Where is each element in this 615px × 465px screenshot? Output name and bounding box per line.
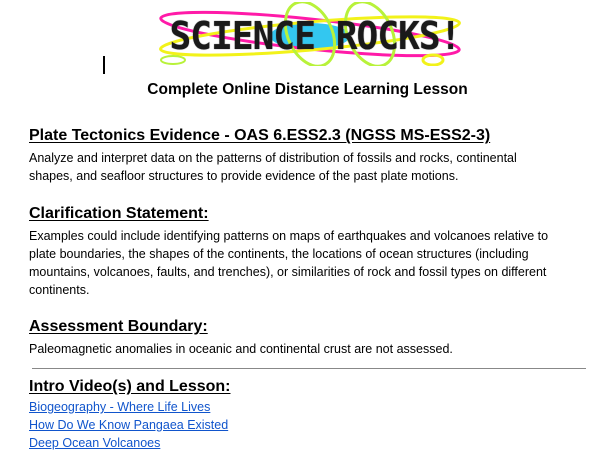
clarification-description (29, 227, 589, 299)
standard-heading: Plate Tectonics Evidence - OAS 6.ESS2.3 (NGSS MS-ESS2-3) (29, 127, 491, 144)
text-cursor (103, 56, 105, 74)
clarification-heading: Clarification Statement: (29, 205, 209, 222)
assessment-heading: Assessment Boundary: (29, 318, 208, 335)
text-line: Paleomagnetic anomalies in oceanic and continental crust are not assessed. (29, 342, 453, 356)
standard-description (29, 149, 589, 185)
text-line: continents. (29, 283, 90, 297)
link-biogeography[interactable]: Biogeography - Where Life Lives (29, 400, 211, 414)
intro-heading: Intro Video(s) and Lesson: (29, 378, 231, 395)
assessment-description (29, 340, 589, 358)
horizontal-divider (32, 368, 586, 369)
link-deep-ocean-volcanoes[interactable]: Deep Ocean Volcanoes (29, 436, 161, 450)
text-line: mountains, volcanoes, faults, and trenches), or similarities of rock and fossil types on different (29, 265, 547, 279)
text-line: shapes, and seafloor structures to provide evidence of the past plate motions. (29, 169, 459, 183)
text-line: Examples could include identifying patterns on maps of earthquakes and volcanoes relative to (29, 229, 549, 243)
page-subtitle: Complete Online Distance Learning Lesson (147, 81, 468, 98)
text-line: Analyze and interpret data on the patterns of distribution of fossils and rocks, continental (29, 151, 517, 165)
science-rocks-logo (125, 2, 495, 66)
text-line: plate boundaries, the shapes of the continents, the locations of ocean structures (including (29, 247, 529, 261)
link-pangaea[interactable]: How Do We Know Pangaea Existed (29, 418, 229, 432)
logo-text: SCIENCE ROCKS! (169, 14, 461, 58)
